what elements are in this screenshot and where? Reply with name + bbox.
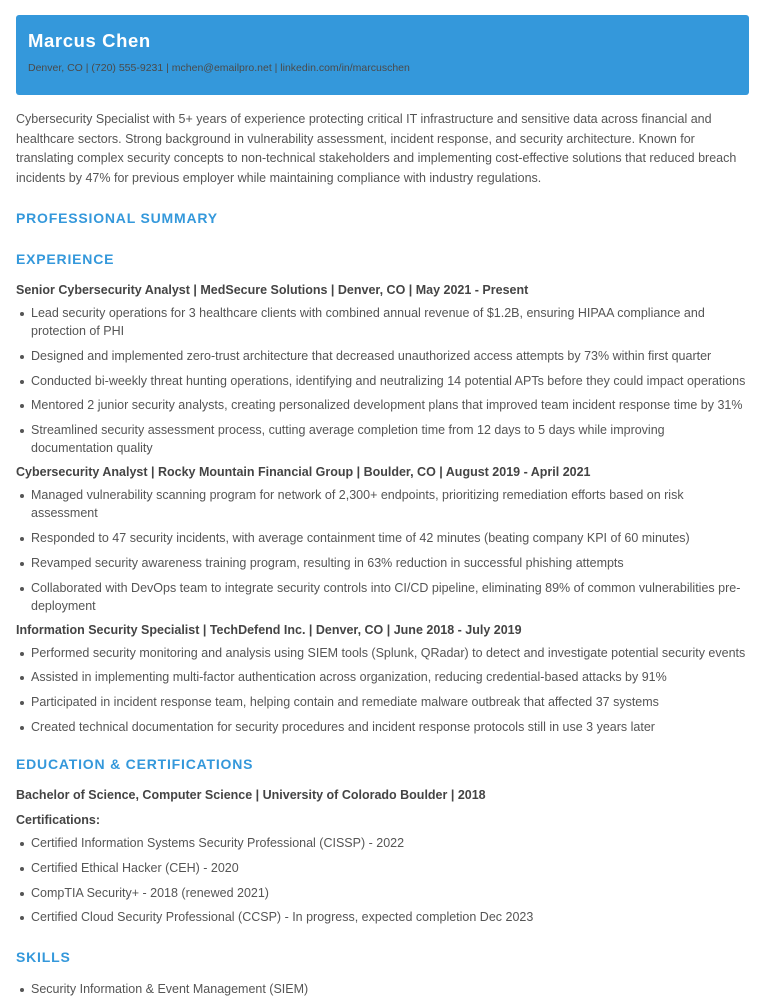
job-entry <box>16 282 749 457</box>
job-entry <box>16 464 749 614</box>
job-bullets <box>16 304 749 457</box>
job-title: Information Security Specialist | TechDefend Inc. | Denver, CO | June 2018 - July 2019 <box>16 622 522 637</box>
resume-header <box>16 15 749 95</box>
job-title: Cybersecurity Analyst | Rocky Mountain Financial Group | Boulder, CO | August 2019 - April 2021 <box>16 465 591 480</box>
job-entry <box>16 622 749 736</box>
degree: Bachelor of Science, Computer Science | University of Colorado Boulder | 2018 <box>16 787 486 802</box>
job-bullet: Created technical documentation for security procedures and incident response protocols still in use 3 years later <box>16 718 749 736</box>
job-bullet: Responded to 47 security incidents, with average containment time of 42 minutes (beating company KPI of 60 minutes) <box>16 529 749 547</box>
job-bullet: Managed vulnerability scanning program for network of 2,300+ endpoints, prioritizing remediation efforts based on risk assessment <box>16 486 749 522</box>
job-bullet: Revamped security awareness training program, resulting in 63% reduction in successful phishing attempts <box>16 554 749 572</box>
contact-info: Denver, CO | (720) 555-9231 | mchen@emailpro.net | linkedin.com/in/marcuschen <box>28 62 410 74</box>
job-bullets <box>16 486 749 614</box>
skills-list <box>16 980 749 998</box>
job-bullet: Streamlined security assessment process, cutting average completion time from 12 days to 5 days while improving documentation quality <box>16 421 749 457</box>
job-bullets <box>16 644 749 736</box>
experience-list <box>16 282 749 736</box>
job-bullet: Collaborated with DevOps team to integrate security controls into CI/CD pipeline, eliminating 89% of common vulnerabilities pre-deployment <box>16 579 749 615</box>
section-title-experience: EXPERIENCE <box>16 251 115 267</box>
certification-item: Certified Information Systems Security Professional (CISSP) - 2022 <box>16 834 749 852</box>
certifications-list <box>16 834 749 926</box>
certification-item: Certified Ethical Hacker (CEH) - 2020 <box>16 859 749 877</box>
job-bullet: Participated in incident response team, helping contain and remediate malware outbreak that affected 37 systems <box>16 693 749 711</box>
job-bullet: Mentored 2 junior security analysts, creating personalized development plans that improved team incident response time by 31% <box>16 396 749 414</box>
job-bullet: Assisted in implementing multi-factor authentication across organization, reducing credential-based attacks by 91% <box>16 668 749 686</box>
certification-item: CompTIA Security+ - 2018 (renewed 2021) <box>16 884 749 902</box>
job-title: Senior Cybersecurity Analyst | MedSecure Solutions | Denver, CO | May 2021 - Present <box>16 283 529 297</box>
job-bullet: Designed and implemented zero-trust architecture that decreased unauthorized access attempts by 73% within first quarter <box>16 347 749 365</box>
section-title-professional-summary: PROFESSIONAL SUMMARY <box>16 210 218 226</box>
job-bullet: Conducted bi-weekly threat hunting operations, identifying and neutralizing 14 potential APTs before they could impact operations <box>16 372 749 390</box>
section-title-skills: SKILLS <box>16 949 71 966</box>
job-bullet: Lead security operations for 3 healthcare clients with combined annual revenue of $1.2B, ensuring HIPAA compliance and protection of PHI <box>16 304 749 340</box>
job-bullet: Performed security monitoring and analysis using SIEM tools (Splunk, QRadar) to detect and investigate potential security events <box>16 644 749 662</box>
candidate-name: Marcus Chen <box>28 30 151 51</box>
certification-item: Certified Cloud Security Professional (CCSP) - In progress, expected completion Dec 2023 <box>16 908 749 926</box>
certifications-label: Certifications: <box>16 812 101 827</box>
summary-paragraph: Cybersecurity Specialist with 5+ years of experience protecting critical IT infrastructure and sensitive data across financial and healthcare sectors. Strong background in vulnerability assessment, incident response, and security architecture. Known for translating complex security concepts to non-technical stakeholders and implementing cost-effective solutions that reduced breach incidents by 47% for previous employer while maintaining compliance with industry regulations. <box>16 112 737 185</box>
skill-item: Security Information & Event Management (SIEM) <box>16 980 749 998</box>
section-title-education: EDUCATION & CERTIFICATIONS <box>16 755 254 772</box>
